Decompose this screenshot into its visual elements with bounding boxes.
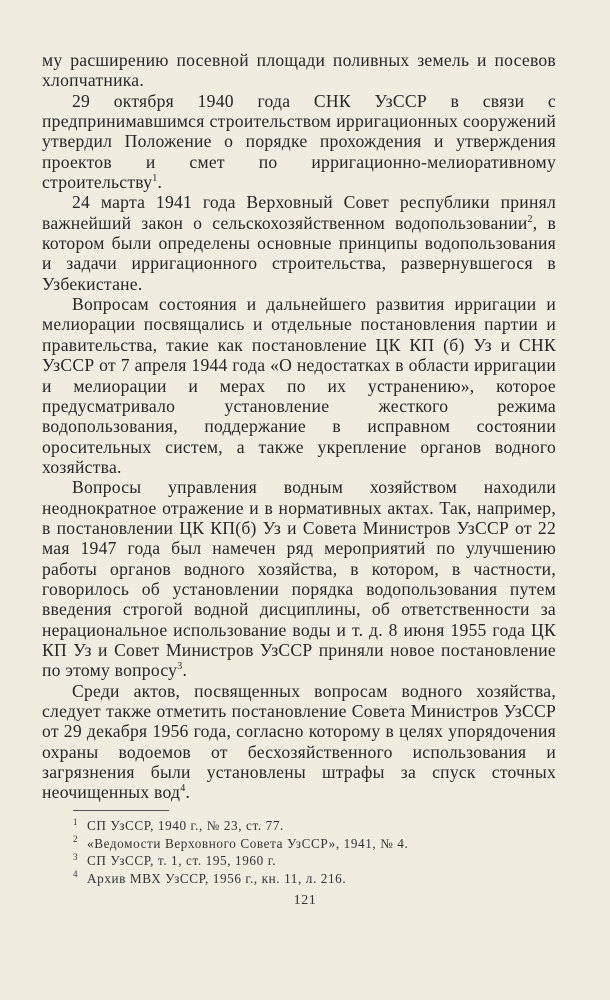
footnote-ref-4: 4 [180, 783, 186, 795]
paragraph-1956-decree: Среди актов, посвященных вопросам водного хозяйства, следует также отметить постановление Совета Министров УзССР от 29 декабря 1956 года, согласно которому в целях упорядочения охраны водоемов от бесхозяйственного использования и загрязнения были установлены штрафы за спуск сточных неочищенных вод$^4$. [42, 680, 556, 803]
paragraph-1941-law: 24 марта 1941 года Верховный Совет республики принял важнейший закон о сельскохозяйственном водопользовании$^2$, в котором были определены основные принципы водопользования и задачи ирригационного строительства, развернувшегося в Узбекистане. [42, 192, 557, 294]
paragraph-continuation: му расширению посевной площади поливных земель и посевов хлопчатника. [42, 50, 556, 91]
footnote-3: 3 СП УзССР, т. 1, ст. 195, 1960 г. [73, 851, 277, 868]
paragraph-water-management: Вопросы управления водным хозяйством находили неоднократное отражение и в нормативных актах. Так, например, в постановлении ЦК КП(б) Уз и Совета Министров УзССР от 22 мая 1947 года был намечен ряд мероприятий по улучшению работы органов водного хозяйства, в котором, в частности, говорилось об установлении порядка водопользования путем введения строгой водной дисциплины, об ответственности за нерациональное использование воды и т. д. 8 июня 1955 года ЦК КП Уз и Совет Министров УзССР приняли новое постановление по этому вопросу$^3$. [42, 477, 556, 681]
footnote-2: 2 «Ведомости Верховного Совета УзССР», 1941, № 4. [73, 834, 409, 851]
footnote-separator [73, 810, 169, 811]
footnotes [73, 817, 553, 887]
footnote-ref-3: 3 [177, 661, 183, 673]
footnote-ref-2: 2 [527, 213, 533, 225]
footnote-ref-1: 1 [152, 173, 158, 185]
page-number: 121 [293, 893, 317, 908]
paragraph-irrigation-questions: Вопросам состояния и дальнейшего развития ирригации и мелиорации посвящались и отдельные постановления партии и правительства, такие как постановление ЦК КП (б) Уз и СНК УзССР от 7 апреля 1944 года «О недостатках в области ирригации и мелиорации и мерах по их устранению», которое предусматривало установление жесткого режима водопользования, поддержание в исправном состоянии оросительных систем, а также укрепление органов водного хозяйства. [42, 294, 556, 477]
body-text [42, 50, 556, 803]
paragraph-1940-decree: 29 октября 1940 года СНК УзССР в связи с предпринимавшимся строительством ирригационных сооружений утвердил Положение о порядке прохождения и утверждения проектов и смет по ирригационно-мелиоративному строительству$^1$. [42, 90, 556, 193]
footnote-1: 1 СП УзССР, 1940 г., № 23, ст. 77. [73, 816, 284, 833]
footnote-4: 4 Архив МВХ УзССР, 1956 г., кн. 11, л. 216. [73, 869, 347, 886]
